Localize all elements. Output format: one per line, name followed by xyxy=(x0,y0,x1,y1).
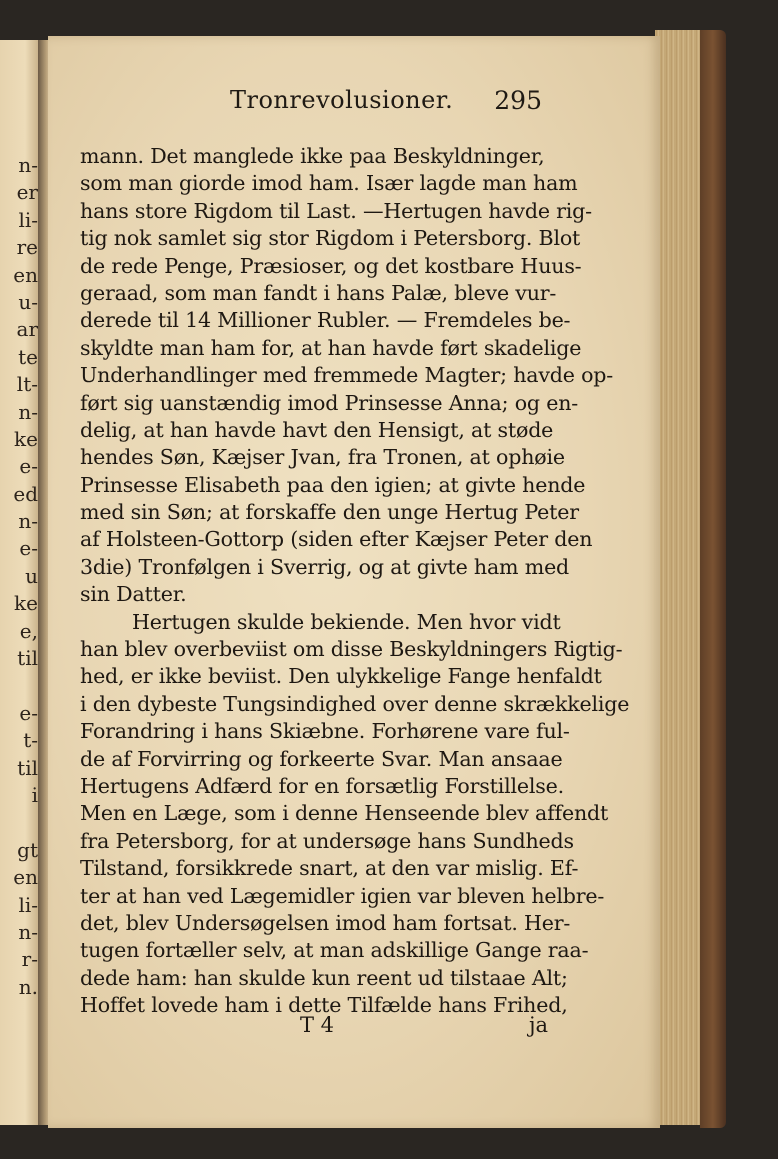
text-line: de rede Penge, Præsioser, og det kostbare Huus- xyxy=(80,253,582,278)
text-line: delig, at han havde havt den Hensigt, at støde xyxy=(80,417,554,442)
fragment-line: ar xyxy=(16,317,38,342)
text-line: skyldte man ham for, at han havde ført skadelige xyxy=(80,335,582,360)
text-line: det, blev Undersøgelsen imod ham fortsat. Her- xyxy=(80,910,571,935)
text-line: Prinsesse Elisabeth paa den igien; at givte hende xyxy=(80,472,586,497)
text-line: tig nok samlet sig stor Rigdom i Petersborg. Blot xyxy=(80,226,581,251)
facing-page-left xyxy=(0,40,42,1125)
text-line: som man giorde imod ham. Især lagde man ham xyxy=(80,171,578,196)
fragment-line: gt xyxy=(17,837,38,862)
fragment-line xyxy=(0,672,42,699)
catchword: ja xyxy=(528,1013,548,1037)
text-line: Hertugen skulde bekiende. Men hvor vidt xyxy=(132,609,561,634)
text-line: mann. Det manglede ikke paa Beskyldninger, xyxy=(80,144,545,168)
fragment-line: li- xyxy=(18,892,38,917)
text-line: derede til 14 Millioner Rubler. — Fremdeles be- xyxy=(80,308,571,333)
fragment-line: i xyxy=(31,782,38,807)
fragment-line: n- xyxy=(18,153,38,177)
fragment-line: en xyxy=(13,262,38,287)
fragment-line: u- xyxy=(18,289,38,314)
fragment-line: li- xyxy=(18,207,38,232)
fragment-line: e, xyxy=(19,618,38,643)
fragment-line: te xyxy=(18,344,38,369)
fragment-line: e- xyxy=(19,700,38,725)
book-cover-edge xyxy=(700,30,726,1128)
running-title: Tronrevolusioner. xyxy=(230,86,454,114)
text-line: geraad, som man fandt i hans Palæ, bleve vur- xyxy=(80,280,557,305)
fragment-line: til xyxy=(17,646,38,671)
text-line: med sin Søn; at forskaffe den unge Hertug Peter xyxy=(80,500,579,525)
text-line: Men en Læge, som i denne Henseende blev affendt xyxy=(80,801,609,826)
text-line: Underhandlinger med fremmede Magter; havde op- xyxy=(80,363,614,388)
fragment-line xyxy=(0,809,42,836)
text-line: de af Forvirring og forkeerte Svar. Man ansaae xyxy=(80,746,563,771)
text-line: Hertugens Adfærd for en forsætlig Forstillelse. xyxy=(80,773,564,798)
text-line: hendes Søn, Kæjser Jvan, fra Tronen, at ophøie xyxy=(80,445,565,470)
fragment-line: en xyxy=(13,865,38,890)
text-line: ter at han ved Lægemidler igien var bleven helbre- xyxy=(80,883,605,908)
fragment-line: er xyxy=(16,180,38,205)
fragment-line: t- xyxy=(23,728,38,753)
fragment-line: n. xyxy=(18,974,38,999)
fragment-line: r- xyxy=(21,947,38,972)
fragment-line: re xyxy=(16,235,38,260)
text-line: Forandring i hans Skiæbne. Forhørene vare ful- xyxy=(80,719,570,744)
signature-mark: T 4 xyxy=(300,1013,335,1037)
fragment-line: lt- xyxy=(16,372,38,397)
text-line: 3die) Tronfølgen i Sverrig, og at givte ham med xyxy=(80,554,570,579)
fragment-line: u xyxy=(25,563,38,588)
text-line: hans store Rigdom til Last. —Hertugen havde rig- xyxy=(80,198,592,223)
text-line: dede ham: han skulde kun reent ud tilstaae Alt; xyxy=(80,965,568,990)
fragment-line: e- xyxy=(19,454,38,479)
text-line: sin Datter. xyxy=(80,582,187,607)
text-line: tugen fortæller selv, at man adskillige Gange raa- xyxy=(80,938,589,963)
text-line: af Holsteen-Gottorp (siden efter Kæjser Peter den xyxy=(80,527,593,552)
page-header xyxy=(230,86,550,120)
body-text xyxy=(80,143,630,1020)
fragment-line: ke xyxy=(14,426,38,451)
fragment-line: n- xyxy=(18,509,38,534)
text-line: Hoffet lovede ham i dette Tilfælde hans Frihed, xyxy=(80,993,568,1018)
fragment-line: til xyxy=(17,755,38,780)
page-footer xyxy=(80,1013,548,1043)
fragment-line: e- xyxy=(19,536,38,561)
text-line: i den dybeste Tungsindighed over denne skrækkelige xyxy=(80,691,630,716)
text-line: han blev overbeviist om disse Beskyldningers Rigtig- xyxy=(80,637,623,662)
fragment-line: ed xyxy=(13,481,38,506)
fragment-line: n- xyxy=(18,919,38,944)
facing-page-fragments xyxy=(0,152,42,1001)
fragment-line: ke xyxy=(14,591,38,616)
fragment-line: n- xyxy=(18,399,38,424)
text-line: Tilstand, forsikkrede snart, at den var mislig. Ef- xyxy=(80,856,579,881)
page-number: 295 xyxy=(494,86,542,115)
text-line: fra Petersborg, for at undersøge hans Sundheds xyxy=(80,828,574,853)
text-line: hed, er ikke beviist. Den ulykkelige Fange henfaldt xyxy=(80,664,602,689)
text-line: ført sig uanstændig imod Prinsesse Anna; og en- xyxy=(80,390,579,415)
